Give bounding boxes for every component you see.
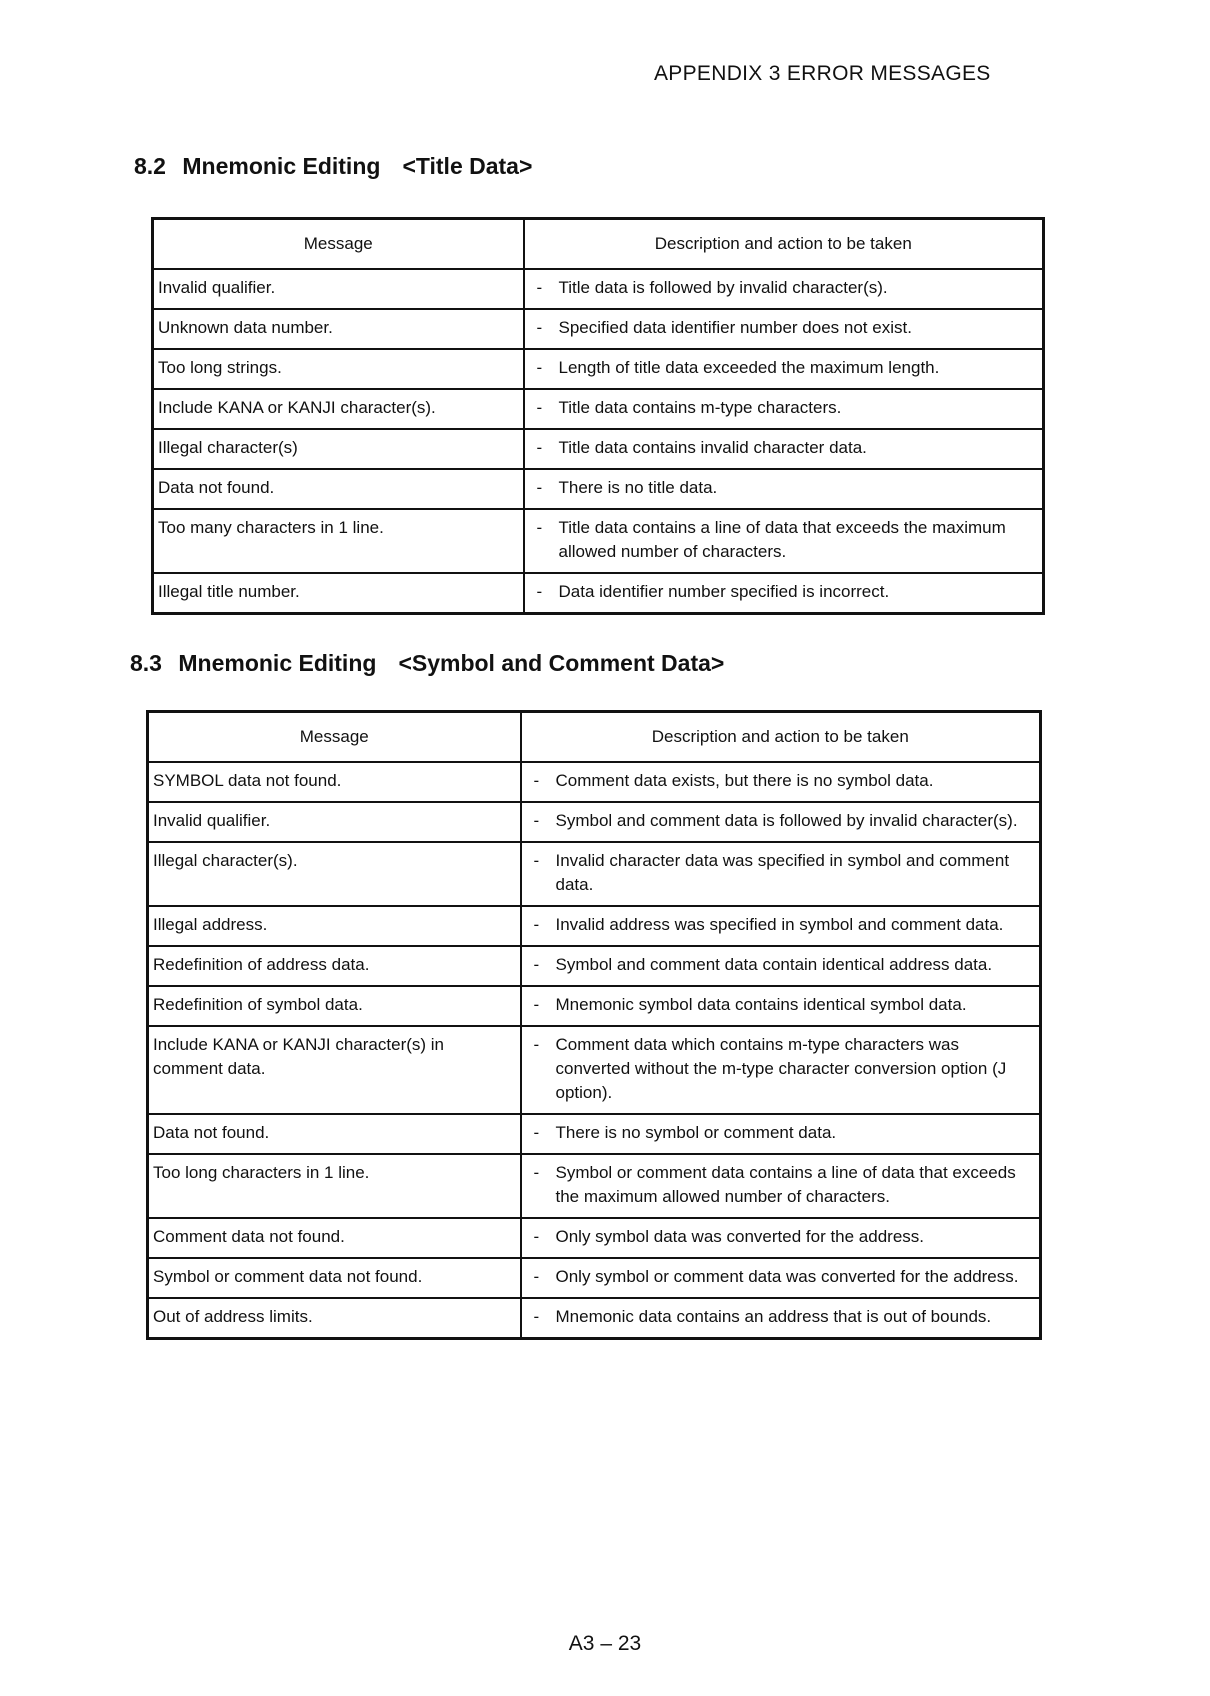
column-header-description: Description and action to be taken xyxy=(524,219,1044,270)
description-cell xyxy=(524,349,1044,389)
bullet-dash: - xyxy=(533,1123,540,1142)
table-row xyxy=(148,802,1041,842)
bullet-dash: - xyxy=(536,438,543,457)
message-cell: Data not found. xyxy=(153,469,524,509)
table-row xyxy=(153,349,1044,389)
bullet-dash: - xyxy=(533,1267,540,1286)
description-text: Only symbol or comment data was converted for the address. xyxy=(555,1267,1019,1286)
description-cell xyxy=(521,946,1041,986)
message-cell: Illegal address. xyxy=(148,906,521,946)
message-cell: SYMBOL data not found. xyxy=(148,762,521,802)
description-cell xyxy=(521,842,1041,906)
description-cell xyxy=(524,269,1044,309)
description-cell xyxy=(521,1218,1041,1258)
table-row xyxy=(153,509,1044,573)
table-row xyxy=(153,429,1044,469)
description-text: Specified data identifier number does not exist. xyxy=(558,318,912,337)
description-text: There is no title data. xyxy=(558,478,718,497)
description-text: Length of title data exceeded the maximum length. xyxy=(558,358,940,377)
column-header-description: Description and action to be taken xyxy=(521,712,1041,763)
description-cell xyxy=(524,573,1044,614)
symbol-comment-error-table xyxy=(146,710,1042,1340)
bullet-dash: - xyxy=(536,582,543,601)
message-cell: Illegal character(s) xyxy=(153,429,524,469)
description-cell xyxy=(524,509,1044,573)
description-text: There is no symbol or comment data. xyxy=(555,1123,837,1142)
bullet-dash: - xyxy=(533,995,540,1014)
table-row xyxy=(153,389,1044,429)
section-title-8-3 xyxy=(130,650,724,677)
bullet-dash: - xyxy=(533,915,540,934)
description-cell xyxy=(521,1298,1041,1339)
description-cell xyxy=(521,1154,1041,1218)
description-text: Mnemonic symbol data contains identical symbol data. xyxy=(555,995,967,1014)
message-cell: Illegal character(s). xyxy=(148,842,521,906)
description-cell xyxy=(521,762,1041,802)
table-row xyxy=(148,1154,1041,1218)
column-header-message: Message xyxy=(148,712,521,763)
description-cell xyxy=(521,1258,1041,1298)
description-cell xyxy=(521,1114,1041,1154)
bullet-dash: - xyxy=(536,358,543,377)
table-row xyxy=(148,1298,1041,1339)
description-text: Title data contains m-type characters. xyxy=(558,398,842,417)
bullet-dash: - xyxy=(533,851,540,870)
bullet-dash: - xyxy=(533,771,540,790)
description-text: Symbol or comment data contains a line of data that exceeds the maximum allowed number of characters. xyxy=(555,1163,1016,1206)
message-cell: Out of address limits. xyxy=(148,1298,521,1339)
message-cell: Data not found. xyxy=(148,1114,521,1154)
column-header-message: Message xyxy=(153,219,524,270)
bullet-dash: - xyxy=(536,318,543,337)
table-row xyxy=(148,842,1041,906)
table-row xyxy=(148,1026,1041,1114)
table-row xyxy=(148,986,1041,1026)
bullet-dash: - xyxy=(536,278,543,297)
description-text: Title data is followed by invalid character(s). xyxy=(558,278,888,297)
description-text: Only symbol data was converted for the address. xyxy=(555,1227,925,1246)
description-cell xyxy=(521,986,1041,1026)
message-cell: Too many characters in 1 line. xyxy=(153,509,524,573)
description-text: Invalid character data was specified in symbol and comment data. xyxy=(555,851,1010,894)
title-data-error-table xyxy=(151,217,1045,615)
description-text: Invalid address was specified in symbol and comment data. xyxy=(555,915,1004,934)
bullet-dash: - xyxy=(536,398,543,417)
message-cell: Include KANA or KANJI character(s) in comment data. xyxy=(148,1026,521,1114)
description-text: Title data contains invalid character data. xyxy=(558,438,867,457)
bullet-dash: - xyxy=(533,1307,540,1326)
message-cell: Too long characters in 1 line. xyxy=(148,1154,521,1218)
bullet-dash: - xyxy=(533,1163,540,1182)
description-text: Comment data which contains m-type characters was converted without the m-type character conversion option (J option). xyxy=(555,1035,1007,1102)
section-title-text: Mnemonic Editing xyxy=(182,153,381,179)
table-row xyxy=(148,762,1041,802)
section-number: 8.3 xyxy=(130,650,162,676)
table-row xyxy=(153,309,1044,349)
bullet-dash: - xyxy=(533,811,540,830)
description-cell xyxy=(524,429,1044,469)
description-text: Symbol and comment data is followed by invalid character(s). xyxy=(555,811,1018,830)
description-text: Title data contains a line of data that exceeds the maximum allowed number of characters. xyxy=(558,518,1006,561)
message-cell: Unknown data number. xyxy=(153,309,524,349)
description-text: Comment data exists, but there is no symbol data. xyxy=(555,771,934,790)
message-cell: Redefinition of symbol data. xyxy=(148,986,521,1026)
message-cell: Invalid qualifier. xyxy=(148,802,521,842)
section-subtitle: <Symbol and Comment Data> xyxy=(398,650,725,676)
table-row xyxy=(148,1258,1041,1298)
table-row xyxy=(148,906,1041,946)
message-cell: Include KANA or KANJI character(s). xyxy=(153,389,524,429)
table-row xyxy=(148,1114,1041,1154)
description-cell xyxy=(524,309,1044,349)
message-cell: Illegal title number. xyxy=(153,573,524,614)
description-cell xyxy=(521,1026,1041,1114)
page-number: A3 – 23 xyxy=(568,1632,642,1655)
message-cell: Symbol or comment data not found. xyxy=(148,1258,521,1298)
running-head: APPENDIX 3 ERROR MESSAGES xyxy=(654,62,991,85)
description-cell xyxy=(521,802,1041,842)
table-row xyxy=(153,573,1044,614)
bullet-dash: - xyxy=(533,1035,540,1054)
section-title-8-2 xyxy=(134,153,532,180)
bullet-dash: - xyxy=(536,518,543,537)
section-title-text: Mnemonic Editing xyxy=(178,650,377,676)
description-cell xyxy=(521,906,1041,946)
section-subtitle: <Title Data> xyxy=(402,153,533,179)
message-cell: Comment data not found. xyxy=(148,1218,521,1258)
bullet-dash: - xyxy=(533,1227,540,1246)
description-cell xyxy=(524,469,1044,509)
description-text: Data identifier number specified is incorrect. xyxy=(558,582,890,601)
section-number: 8.2 xyxy=(134,153,166,179)
description-cell xyxy=(524,389,1044,429)
table-header-row xyxy=(153,219,1044,270)
description-text: Mnemonic data contains an address that is out of bounds. xyxy=(555,1307,992,1326)
message-cell: Too long strings. xyxy=(153,349,524,389)
bullet-dash: - xyxy=(536,478,543,497)
table-row xyxy=(153,469,1044,509)
table-row xyxy=(148,946,1041,986)
bullet-dash: - xyxy=(533,955,540,974)
table-row xyxy=(148,1218,1041,1258)
table-header-row xyxy=(148,712,1041,763)
message-cell: Redefinition of address data. xyxy=(148,946,521,986)
description-text: Symbol and comment data contain identical address data. xyxy=(555,955,993,974)
message-cell: Invalid qualifier. xyxy=(153,269,524,309)
table-row xyxy=(153,269,1044,309)
